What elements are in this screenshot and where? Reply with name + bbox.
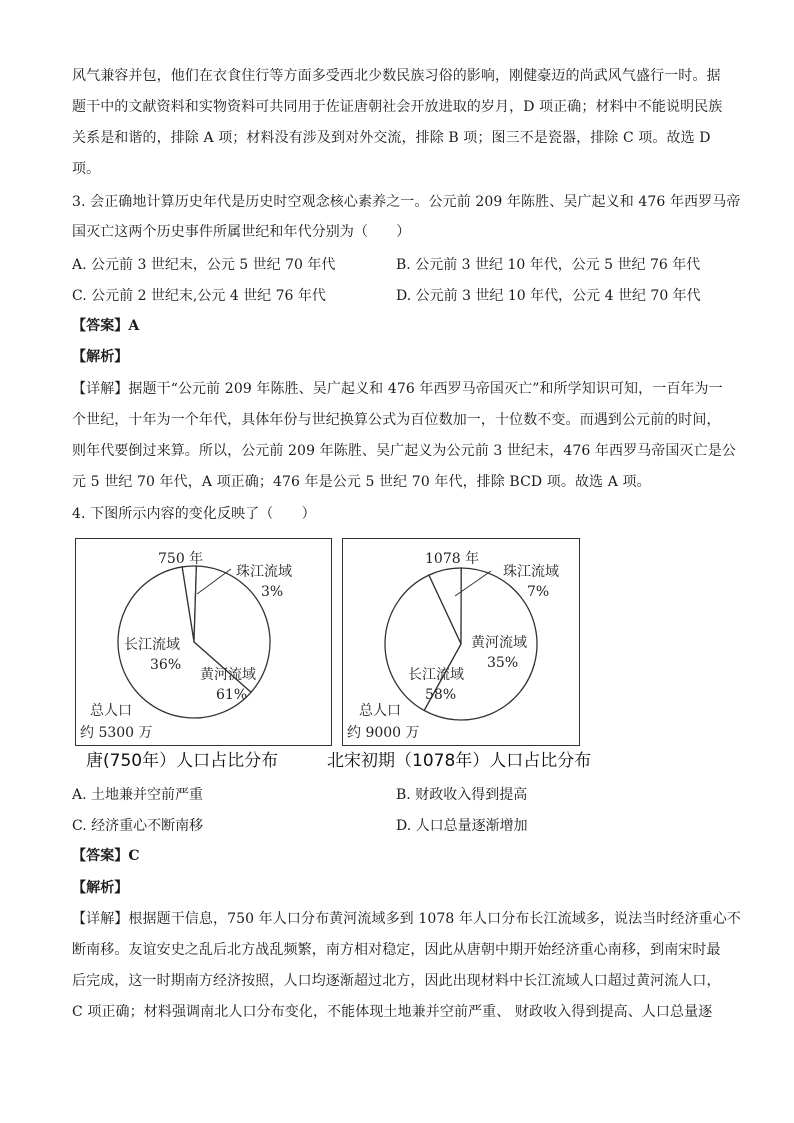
q3-detail-line-1: 【详解】据题干“公元前 209 年陈胜、吴广起义和 476 年西罗马帝国灭亡”和所学知识可知，一百年为一 xyxy=(72,381,723,397)
figure-left-pie xyxy=(75,538,332,746)
pie-chart-750 xyxy=(76,539,331,745)
q3-option-a: A. 公元前 3 世纪末，公元 5 世纪 70 年代 xyxy=(72,257,336,273)
label-zhujiang-pct-750: 3% xyxy=(261,584,284,600)
year-label-750: 750 年 xyxy=(158,551,204,567)
caption-right-pie: 北宋初期（1078年）人口占比分布 xyxy=(327,751,592,771)
q3-detail-line-3: 则年代要倒过来算。所以，公元前 209 年陈胜、吴广起义为公元前 3 世纪末，476 年西罗马帝国灭亡是公 xyxy=(72,443,736,459)
label-zhujiang-pct-1078: 7% xyxy=(527,584,550,600)
label-zhujiang-name-750: 珠江流域 xyxy=(236,564,292,580)
label-huanghe-name-750: 黄河流域 xyxy=(200,667,256,683)
total-value-1078: 约 9000 万 xyxy=(347,725,420,741)
label-changjiang-name-750: 长江流域 xyxy=(124,637,180,653)
pie-chart-1078 xyxy=(343,539,579,745)
label-huanghe-pct-750: 61% xyxy=(216,687,248,703)
label-changjiang-name-1078: 长江流域 xyxy=(408,667,464,683)
intro-line-3: 关系是和谐的，排除 A 项；材料没有涉及到对外交流，排除 B 项；图三不是瓷器，排除 C 项。故选 D xyxy=(72,130,711,146)
q3-analysis-heading: 【解析】 xyxy=(72,349,129,365)
q4-option-c: C. 经济重心不断南移 xyxy=(72,818,204,834)
q4-detail-line-3: 后完成，这一时期南方经济按照，人口均逐渐超过北方，因此出现材料中长江流域人口超过黄河流人口， xyxy=(72,973,721,989)
q4-option-b: B. 财政收入得到提高 xyxy=(396,787,528,803)
q4-detail-line-2: 断南移。友谊安史之乱后北方战乱频繁，南方相对稳定，因此从唐朝中期开始经济重心南移，到南宋时最 xyxy=(72,942,721,958)
intro-line-2: 题干中的文献资料和实物资料可共同用于佐证唐朝社会开放进取的岁月，D 项正确；材料中不能说明民族 xyxy=(72,99,723,115)
q3-stem-line-1: 3. 会正确地计算历史年代是历史时空观念核心素养之一。公元前 209 年陈胜、吴广起义和 476 年西罗马帝 xyxy=(72,194,741,210)
intro-line-4: 项。 xyxy=(72,161,101,177)
q4-option-d: D. 人口总量逐渐增加 xyxy=(396,818,528,834)
q3-option-b: B. 公元前 3 世纪 10 年代，公元 5 世纪 76 年代 xyxy=(396,257,701,273)
q3-stem-line-2: 国灭亡这两个历史事件所属世纪和年代分别为（ ） xyxy=(72,224,411,240)
year-label-1078: 1078 年 xyxy=(425,551,480,567)
label-zhujiang-name-1078: 珠江流域 xyxy=(503,564,559,580)
figure-right-pie xyxy=(342,538,580,746)
total-value-750: 约 5300 万 xyxy=(80,725,153,741)
q3-detail-line-2: 个世纪，十年为一个年代，具体年份与世纪换算公式为百位数加一，十位数不变。而遇到公元前的时间， xyxy=(72,412,721,428)
q4-analysis-heading: 【解析】 xyxy=(72,880,129,896)
label-huanghe-pct-1078: 35% xyxy=(487,655,519,671)
q4-detail-line-1: 【详解】根据题干信息，750 年人口分布黄河流域多到 1078 年人口分布长江流域多，说法当时经济重心不 xyxy=(72,911,741,927)
q3-option-d: D. 公元前 3 世纪 10 年代，公元 4 世纪 70 年代 xyxy=(396,288,701,304)
label-changjiang-pct-750: 36% xyxy=(150,657,182,673)
q3-detail-line-4: 元 5 世纪 70 年代，A 项正确；476 年是公元 5 世纪 70 年代，排除 BCD 项。故选 A 项。 xyxy=(72,474,651,490)
total-label-750: 总人口 xyxy=(90,703,132,719)
label-changjiang-pct-1078: 58% xyxy=(425,687,457,703)
q4-stem: 4. 下图所示内容的变化反映了（ ） xyxy=(72,506,316,522)
caption-left-pie: 唐(750年）人口占比分布 xyxy=(86,751,279,771)
total-label-1078: 总人口 xyxy=(359,703,401,719)
label-huanghe-name-1078: 黄河流域 xyxy=(471,635,527,651)
intro-line-1: 风气兼容并包，他们在衣食住行等方面多受西北少数民族习俗的影响，刚健豪迈的尚武风气盛行一时。据 xyxy=(72,68,721,84)
q3-answer: 【答案】A xyxy=(72,318,140,334)
q3-option-c: C. 公元前 2 世纪末,公元 4 世纪 76 年代 xyxy=(72,288,326,304)
q4-detail-line-4: C 项正确；材料强调南北人口分布变化，不能体现土地兼并空前严重、 财政收入得到提高、人口总量逐 xyxy=(72,1004,713,1020)
q4-option-a: A. 土地兼并空前严重 xyxy=(72,787,204,803)
q4-answer: 【答案】C xyxy=(72,848,140,864)
